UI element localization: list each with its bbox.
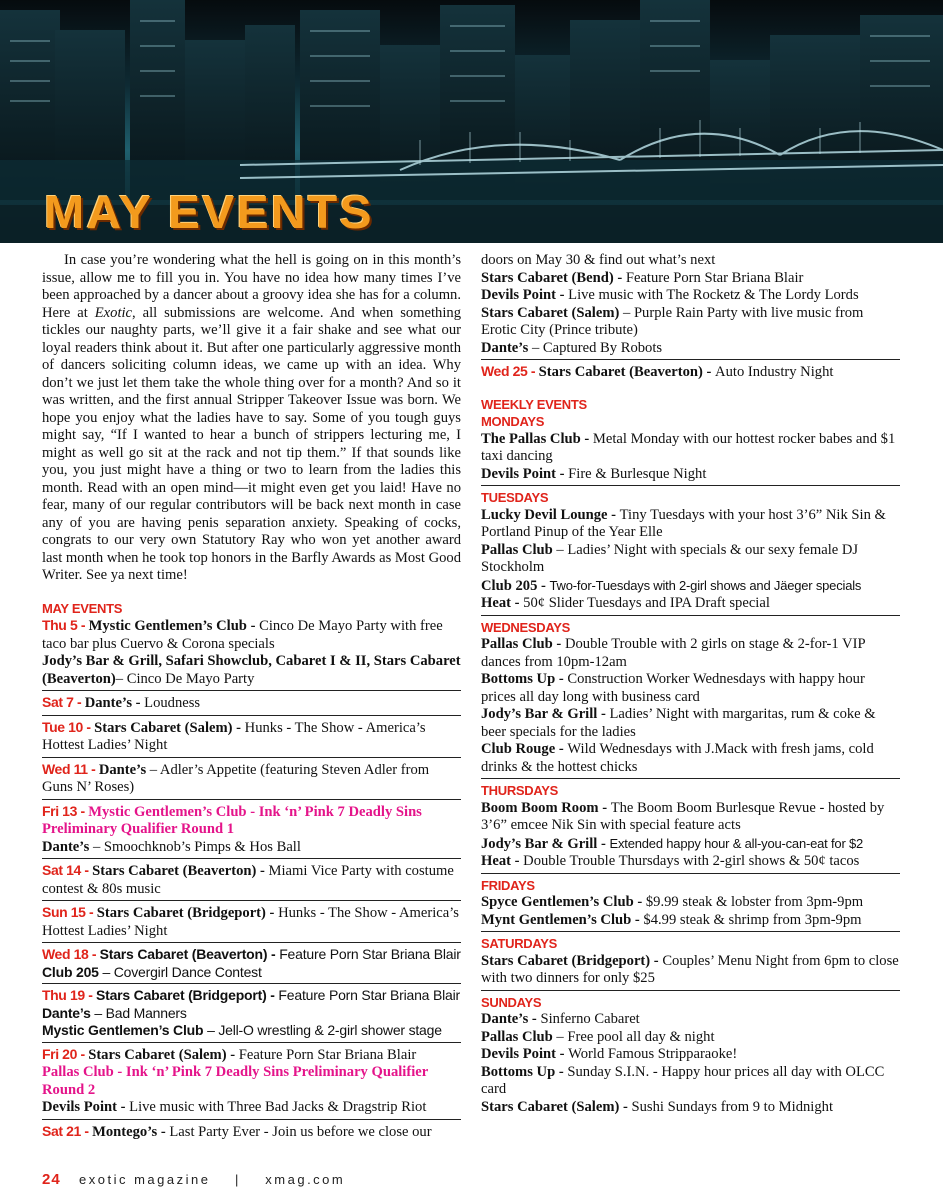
event-description: – Covergirl Dance Contest (102, 963, 262, 980)
venue-name: Lucky Devil Lounge - (481, 506, 620, 523)
event-description: 50¢ Slider Tuesdays and IPA Draft special (523, 595, 770, 611)
event-line (42, 617, 461, 653)
event-line (481, 953, 900, 988)
weekly-section (481, 877, 900, 933)
venue-name: Stars Cabaret (Bridgeport) - (96, 905, 279, 921)
venue-name: Pallas Club (481, 541, 557, 558)
venue-name: Stars Cabaret (Bridgeport) - (481, 952, 663, 969)
event-description: doors on May 30 & find out what’s next (481, 252, 716, 268)
venue-name: Pallas Club (481, 1028, 557, 1045)
may-events-continued (481, 252, 900, 382)
weekday-heading: SUNDAYS (481, 994, 542, 1010)
day-block (42, 1046, 461, 1120)
event-date: Sun 15 - (42, 904, 97, 920)
event-description: $9.99 steak & lobster from 3pm-9pm (645, 894, 864, 910)
day-block (42, 803, 461, 860)
venue-name: Stars Cabaret (Bridgeport) - (95, 987, 279, 1003)
weekly-section (481, 413, 900, 486)
left-column (42, 252, 461, 1141)
event-line (42, 839, 461, 857)
event-line (481, 741, 900, 776)
day-block (42, 694, 461, 716)
venue-name: Dante’s - (481, 1011, 541, 1027)
event-description: Double Trouble with 2 girls on stage & 2-for-1 VIP dances from 10pm-12am (481, 636, 866, 670)
event-line (481, 1099, 900, 1117)
event-description: Cinco De Mayo Party with free taco bar plus Cuervo & Corona specials (42, 618, 443, 652)
event-description: – Free pool all day & night (556, 1028, 715, 1045)
page-number: 24 (42, 1171, 61, 1188)
event-description: Feature Porn Star Briana Blair (238, 1046, 417, 1063)
venue-name: Devils Point - (481, 287, 569, 303)
event-line (42, 1064, 461, 1099)
event-line (481, 800, 900, 835)
venue-name: Bottoms Up - (481, 671, 568, 687)
day-block (481, 363, 900, 382)
event-description: Last Party Ever - Join us before we close our (169, 1123, 432, 1140)
day-block (42, 617, 461, 691)
venue-name: Stars Cabaret (Salem) - (481, 1098, 632, 1115)
event-line (481, 671, 900, 706)
event-date: Wed 18 - (42, 946, 100, 962)
event-description: – Bad Manners (94, 1004, 187, 1021)
event-line (42, 1099, 461, 1117)
venue-name: Stars Cabaret (Beaverton) - (538, 364, 716, 380)
event-line (481, 835, 900, 854)
event-description: Feature Porn Star Briana Blair (625, 269, 804, 286)
event-line (42, 761, 461, 797)
right-column (481, 252, 900, 1116)
event-line (481, 706, 900, 741)
event-description: Hunks - The Show - America’s Hottest Ladies’ Night (42, 719, 426, 753)
event-line (42, 1123, 461, 1142)
event-description: Wild Wednesdays with J.Mack with fresh jams, cold drinks & the hottest chicks (481, 741, 874, 775)
event-line (481, 466, 900, 484)
event-description: Feature Porn Star Briana Blair (279, 946, 461, 962)
event-line (481, 507, 900, 542)
event-date: Wed 11 - (42, 760, 99, 777)
event-line (42, 1046, 461, 1065)
venue-name: Devils Point - (481, 1046, 569, 1062)
weekday-heading: TUESDAYS (481, 490, 549, 505)
event-description: Auto Industry Night (715, 364, 834, 380)
venue-name: Dante’s (98, 761, 150, 778)
may-events-list (42, 617, 461, 1141)
venue-name: Devils Point - (481, 465, 569, 482)
event-description: Tiny Tuesdays with your host 3’6” Nik Sin & Portland Pinup of the Year Elle (481, 506, 886, 540)
event-date: Fri 13 - (42, 802, 89, 819)
event-description: Live music with Three Bad Jacks & Dragstrip Riot (129, 1099, 427, 1115)
event-date: Fri 20 - (42, 1045, 89, 1062)
featured-event-text: Pallas Club - Ink ‘n’ Pink 7 Deadly Sins Preliminary Qualifier Round 2 (42, 1064, 428, 1098)
event-line (481, 270, 900, 288)
event-line (42, 1022, 461, 1040)
event-line (42, 653, 461, 688)
venue-name: Dante’s (42, 1004, 95, 1021)
weekly-events-list (481, 413, 900, 1116)
event-description: Metal Monday with our hottest rocker babes and $1 taxi dancing (481, 430, 896, 464)
magazine-name: exotic magazine (79, 1172, 211, 1187)
event-description: – Ladies’ Night with specials & our sexy female DJ Stockholm (481, 541, 859, 575)
event-line (42, 946, 461, 964)
event-line (481, 595, 900, 613)
weekly-section (481, 935, 900, 991)
day-block (42, 719, 461, 758)
venue-name: Mystic Gentlemen’s Club (42, 1022, 208, 1038)
event-date: Tue 10 - (42, 718, 95, 735)
day-block (42, 761, 461, 800)
venue-name: Stars Cabaret (Beaverton) - (99, 946, 280, 962)
event-line (42, 904, 461, 940)
event-line (481, 431, 900, 466)
day-block (42, 904, 461, 943)
event-line (481, 1046, 900, 1064)
event-description: Double Trouble Thursdays with 2-girl shows & 50¢ tacos (523, 853, 860, 869)
intro-paragraph: In case you’re wondering what the hell is going on in this month’s issue, allow me to fill you in. You have no idea how many times I’ve been approached by a dancer about a groovy idea she has for a column. Here at Exotic, all submissions are welcome. And when something tickles our naughty parts, we’ll give it a fair shake and see what our loyal readers think about it. But after one particularly aggressive month of dancers soliciting column ideas, we came up with an idea. Why don’t we just let them take the whole thing over for a month? And so it was written, and the first annual Stripper Takeover Issue was born. We hope you enjoy what the ladies have to say. Some of you tough guys might say, “If I wanted to hear a bunch of strippers lecturing me, I might as well go sit at the rack and not tip them.” If that sounds like you, you just might have a thing or two to learn from the ladies this month. Read with an open mind—it might even get you laid! Have no fear, many of our regular contributors will be back next month in case any of you are having penis separation anxiety. Speaking of cocks, congrats to our very own Statutory Ray who won yet another award last month when he took top honors in the Barfly Awards as Most Good Writer. See ya next time! (42, 252, 461, 583)
event-line (42, 719, 461, 755)
event-description: – Purple Rain Party with live music from Erotic City (Prince tribute) (481, 304, 864, 338)
event-description: – Smoochknob’s Pimps & Hos Ball (92, 838, 301, 855)
weekly-section (481, 489, 900, 616)
weekday-heading: SATURDAYS (481, 936, 558, 951)
venue-name: Stars Cabaret (Salem) - (88, 1046, 239, 1063)
event-description: – Jell-O wrestling & 2-girl shower stage (207, 1022, 442, 1038)
venue-name: Spyce Gentlemen’s Club - (481, 894, 646, 910)
venue-name: Stars Cabaret (Salem) (481, 304, 623, 321)
venue-name: Club Rouge - (481, 741, 568, 757)
venue-name: Stars Cabaret (Bend) - (481, 269, 626, 286)
event-line (481, 542, 900, 577)
venue-name: Club 205 (42, 963, 103, 980)
event-date: Thu 19 - (42, 987, 96, 1003)
venue-name: Club 205 - (481, 577, 550, 594)
event-line (481, 363, 900, 382)
venue-name: Devils Point - (42, 1099, 130, 1115)
day-block (42, 862, 461, 901)
venue-name: Dante’s - (84, 695, 145, 711)
day-block (42, 987, 461, 1043)
event-date: Sat 7 - (42, 694, 85, 710)
event-line (481, 1064, 900, 1099)
may-events-heading: MAY EVENTS (42, 600, 123, 616)
day-block (42, 946, 461, 984)
event-line (481, 340, 900, 358)
venue-name: Dante’s (42, 838, 93, 855)
day-block-continued (481, 252, 900, 360)
weekday-heading: WEDNESDAYS (481, 619, 570, 635)
event-date: Sat 14 - (42, 862, 93, 878)
venue-name: Mystic Gentlemen’s Club - (88, 618, 260, 634)
event-date: Wed 25 - (481, 363, 539, 379)
event-description: Couples’ Menu Night from 6pm to close with two dinners for only $25 (481, 952, 899, 986)
venue-name: Bottoms Up - (481, 1063, 568, 1080)
event-line (481, 636, 900, 671)
event-description: Sinferno Cabaret (540, 1011, 640, 1027)
event-description: – Cinco De Mayo Party (115, 670, 255, 687)
event-description: World Famous Stripparaoke! (568, 1046, 738, 1062)
event-line (481, 1029, 900, 1047)
event-line (481, 287, 900, 305)
event-line (42, 1005, 461, 1023)
venue-name: Montego’s - (92, 1123, 170, 1140)
event-description: Extended happy hour & all-you-can-eat for $2 (609, 835, 864, 851)
event-line (481, 252, 900, 270)
event-description: Sunday S.I.N. - Happy hour prices all day with OLCC card (481, 1063, 885, 1097)
venue-name: Jody’s Bar & Grill - (481, 835, 610, 852)
page-title: MAY EVENTS (44, 186, 374, 238)
venue-name: Pallas Club - (481, 636, 565, 652)
venue-name: Stars Cabaret (Beaverton) - (92, 863, 269, 879)
event-description: Ladies’ Night with margaritas, rum & coke & beer specials for the ladies (481, 706, 876, 740)
featured-event-text: Mystic Gentlemen’s Club - Ink ‘n’ Pink 7 Deadly Sins Preliminary Qualifier Round 1 (42, 803, 422, 837)
event-line (481, 894, 900, 912)
event-description: Fire & Burlesque Night (568, 465, 707, 482)
event-description: The Boom Boom Burlesque Revue - hosted by 3’6” emcee Nik Sin with special feature acts (481, 799, 885, 833)
venue-name: The Pallas Club - (481, 430, 593, 447)
weekly-section (481, 619, 900, 780)
event-date: Thu 5 - (42, 617, 89, 633)
event-line (42, 862, 461, 898)
event-line (42, 694, 461, 713)
venue-name: Mynt Gentlemen’s Club - (481, 911, 644, 928)
venue-name: Jody’s Bar & Grill - (481, 706, 610, 722)
weekly-section (481, 782, 900, 874)
page-footer (42, 1171, 345, 1188)
event-description: Two-for-Tuesdays with 2-girl shows and Jäeger specials (549, 577, 862, 593)
event-description: Miami Vice Party with costume contest & 80s music (42, 863, 454, 897)
venue-name: Heat - (481, 595, 524, 611)
weekly-events-heading: WEEKLY EVENTS (481, 396, 587, 412)
day-block (42, 1123, 461, 1142)
header-banner (0, 0, 943, 243)
event-description: – Adler’s Appetite (featuring Steven Adler from Guns N’ Roses) (42, 761, 430, 795)
event-line (481, 305, 900, 340)
event-description: Live music with The Rocketz & The Lordy Lords (568, 287, 859, 303)
event-description: Loudness (144, 695, 201, 711)
event-line (42, 987, 461, 1005)
event-description: – Captured By Robots (531, 339, 663, 356)
weekday-heading: FRIDAYS (481, 877, 535, 893)
weekday-heading: MONDAYS (481, 414, 545, 429)
event-description: Feature Porn Star Briana Blair (278, 987, 460, 1003)
venue-name: Dante’s (481, 339, 532, 356)
event-line (481, 912, 900, 930)
venue-name: Boom Boom Room - (481, 799, 611, 816)
event-line (42, 803, 461, 839)
event-description: Hunks - The Show - America’s Hottest Ladies’ Night (42, 905, 459, 939)
event-line (42, 964, 461, 982)
weekday-heading: THURSDAYS (481, 783, 559, 798)
site-url: xmag.com (265, 1172, 346, 1187)
venue-name: Heat - (481, 853, 524, 869)
event-description: $4.99 steak & shrimp from 3pm-9pm (643, 911, 862, 928)
event-date: Sat 21 - (42, 1122, 93, 1139)
venue-name: Stars Cabaret (Salem) - (94, 719, 245, 736)
event-description: Sushi Sundays from 9 to Midnight (631, 1098, 834, 1115)
event-line (481, 577, 900, 596)
event-description: Construction Worker Wednesdays with happy hour prices all day long with business card (481, 671, 865, 705)
weekly-section (481, 994, 900, 1117)
event-line (481, 1011, 900, 1029)
footer-separator: | (234, 1172, 241, 1187)
event-line (481, 853, 900, 871)
venue-name: Jody’s Bar & Grill, Safari Showclub, Cabaret I & II, Stars Cabaret (Beaverton) (42, 653, 461, 687)
